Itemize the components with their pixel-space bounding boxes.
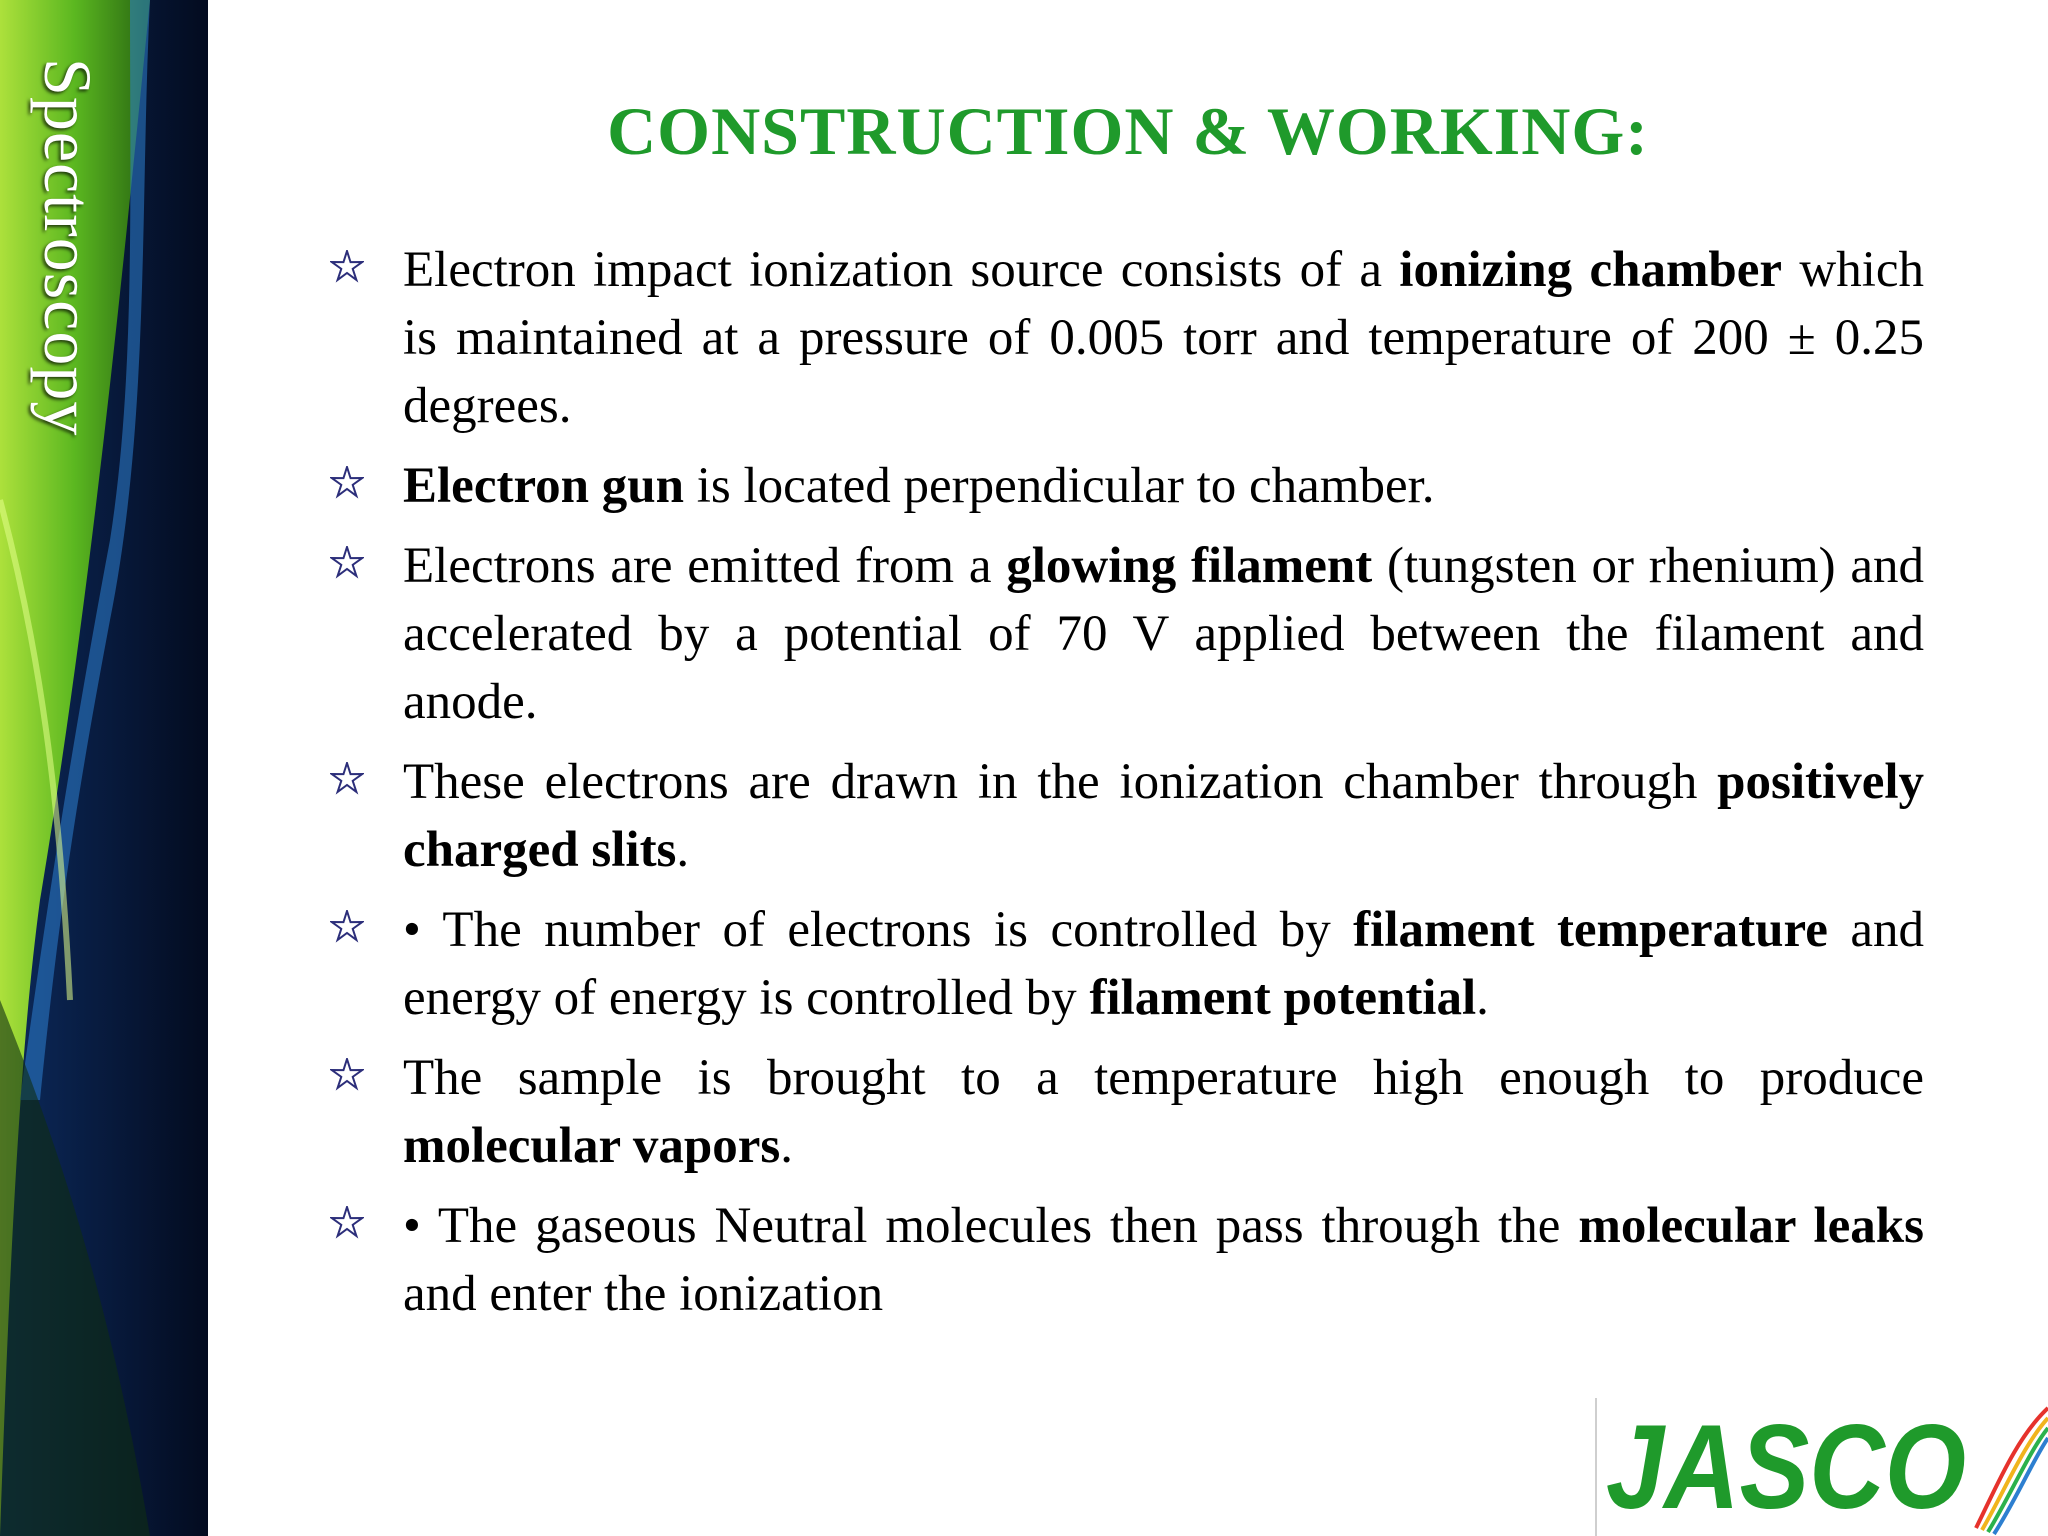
bullet-list — [330, 236, 1924, 1340]
bullet-text: Electron impact ionization source consists of a — [403, 242, 1400, 298]
bullet-text: • The number of electrons is controlled by — [403, 902, 1354, 958]
bullet-emphasis: filament potential — [1089, 970, 1477, 1026]
sidebar-banner — [0, 0, 208, 1536]
star-bullet-icon — [330, 250, 364, 284]
star-bullet-icon — [330, 762, 364, 796]
bullet-item — [330, 748, 1924, 884]
star-bullet-icon — [330, 1058, 364, 1092]
bullet-text: . — [676, 822, 690, 878]
bullet-text: . — [1476, 970, 1489, 1026]
bullet-item — [330, 452, 1924, 520]
bullet-emphasis: positively charged slits — [403, 754, 1924, 878]
bullet-text: is located perpendicular to chamber. — [684, 458, 1435, 514]
bullet-text: These electrons are drawn in the ionization chamber through — [403, 754, 1718, 810]
bullet-emphasis: molecular leaks — [1578, 1198, 1924, 1254]
bullet-item — [330, 236, 1924, 440]
bullet-text: . — [780, 1118, 794, 1174]
star-bullet-icon — [330, 466, 364, 500]
star-bullet-icon — [330, 910, 364, 944]
bullet-text: which is maintained at a pressure of 0.005 torr and temperature of 200 ± 0.25 degrees. — [403, 242, 1925, 434]
star-bullet-icon — [330, 1206, 364, 1240]
bullet-item — [330, 1044, 1924, 1180]
bullet-text: • The gaseous Neutral molecules then pass through the — [403, 1198, 1579, 1254]
star-bullet-icon — [330, 546, 364, 580]
jasco-logo — [1596, 1378, 2048, 1536]
bullet-text: The sample is brought to a temperature high enough to produce — [403, 1050, 1924, 1106]
bullet-item — [330, 896, 1924, 1032]
bullet-item — [330, 532, 1924, 736]
jasco-logo-text: JASCO — [1606, 1400, 1966, 1534]
bullet-text: and enter the ionization — [403, 1266, 884, 1322]
bullet-emphasis: filament temperature — [1353, 902, 1828, 958]
bullet-text: (tungsten or rhenium) and accelerated by a potential of 70 V applied between the filament and anode. — [403, 538, 1924, 730]
bullet-item — [330, 1192, 1924, 1328]
bullet-emphasis: glowing filament — [1006, 538, 1373, 594]
bullet-text: and energy of energy is controlled by — [403, 902, 1924, 1026]
sidebar-title: Spectroscopy — [30, 58, 106, 437]
bullet-text: Electrons are emitted from a — [403, 538, 1007, 594]
bullet-emphasis: ionizing chamber — [1399, 242, 1783, 298]
bullet-emphasis: Electron gun — [403, 458, 684, 514]
bullet-emphasis: molecular vapors — [403, 1118, 781, 1174]
slide-title: CONSTRUCTION & WORKING: — [607, 93, 1649, 169]
